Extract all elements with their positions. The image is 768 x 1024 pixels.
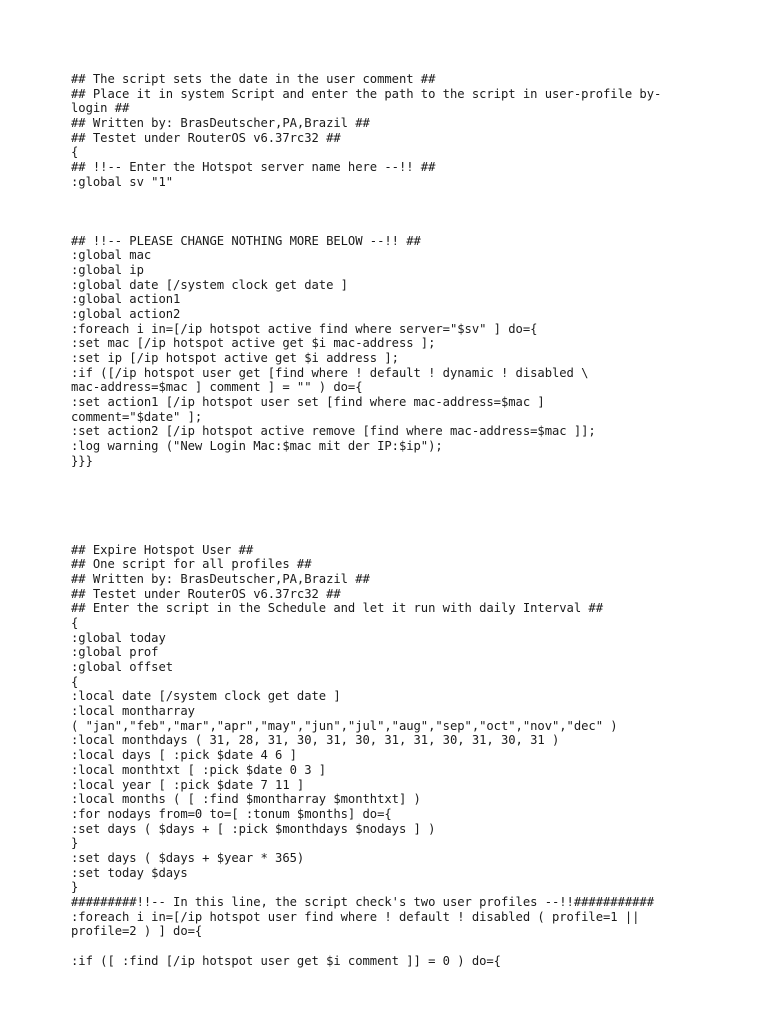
code-line: { (71, 615, 79, 630)
code-line: :local days [ :pick $date 4 6 ] (71, 748, 297, 763)
document-page (71, 72, 761, 968)
code-line: ( "jan","feb","mar","apr","may","jun","jul","aug","sep","oct","nov","dec" ) (71, 718, 618, 733)
code-line: :set today $days (71, 865, 188, 880)
code-line: :global sv "1" (71, 174, 174, 189)
code-line: :set action2 [/ip hotspot active remove [find where mac-address=$mac ]]; (71, 424, 596, 439)
spacer (71, 190, 761, 234)
code-line: :global mac (71, 248, 152, 263)
code-line: ## Written by: BrasDeutscher,PA,Brazil ## (71, 116, 370, 131)
code-line: :local months ( [ :find $montharray $monthtxt] ) (71, 792, 421, 807)
code-line: ## One script for all profiles ## (71, 557, 312, 572)
code-line: ## Written by: BrasDeutscher,PA,Brazil ## (71, 571, 370, 586)
code-line: }}} (71, 453, 93, 468)
code-line: ## Enter the script in the Schedule and let it run with daily Interval ## (71, 601, 603, 616)
code-line: :global date [/system clock get date ] (71, 277, 348, 292)
code-line: { (71, 145, 79, 160)
code-line: ## Place it in system Script and enter the path to the script in user-profile by- (71, 86, 662, 101)
expire-hotspot-user-script (71, 543, 761, 969)
code-line: :global prof (71, 645, 159, 660)
code-line: ## !!-- Enter the Hotspot server name here --!! ## (71, 160, 436, 175)
code-line: :local monthdays ( 31, 28, 31, 30, 31, 30, 31, 31, 30, 31, 30, 31 ) (71, 733, 560, 748)
code-line: :if ([ :find [/ip hotspot user get $i comment ]] = 0 ) do={ (71, 953, 501, 968)
code-line: profile=2 ) ] do={ (71, 924, 203, 939)
code-line: :for nodays from=0 to=[ :tonum $months] do={ (71, 806, 392, 821)
code-line: :global offset (71, 660, 174, 674)
code-line: :local year [ :pick $date 7 11 ] (71, 777, 305, 792)
hotspot-login-script (71, 72, 761, 190)
code-line (71, 939, 761, 954)
code-line: ## !!-- PLEASE CHANGE NOTHING MORE BELOW --!! ## (71, 233, 421, 248)
code-line: :foreach i in=[/ip hotspot user find where ! default ! disabled ( profile=1 || (71, 909, 640, 924)
code-line: :foreach i in=[/ip hotspot active find where server="$sv" ] do={ (71, 321, 538, 336)
code-line: :local date [/system clock get date ] (71, 689, 341, 704)
code-line: } (71, 836, 79, 851)
code-line: ## The script sets the date in the user comment ## (71, 72, 436, 86)
code-line: } (71, 880, 79, 895)
code-line: login ## (71, 101, 130, 116)
hotspot-login-script-body (71, 234, 761, 469)
code-line: :local monthtxt [ :pick $date 0 3 ] (71, 762, 327, 777)
code-line: #########!!-- In this line, the script check's two user profiles --!!########### (71, 895, 655, 909)
spacer (71, 469, 761, 543)
code-line: :log warning ("New Login Mac:$mac mit der IP:$ip"); (71, 439, 443, 454)
code-line: :if ([/ip hotspot user get [find where ! default ! dynamic ! disabled \ (71, 365, 589, 380)
code-line: :global ip (71, 262, 144, 277)
code-line: mac-address=$mac ] comment ] = "" ) do={ (71, 380, 363, 395)
code-line: :local montharray (71, 704, 195, 719)
code-line: comment="$date" ]; (71, 409, 203, 424)
code-line: { (71, 674, 79, 689)
code-line: :set days ( $days + [ :pick $monthdays $nodays ] ) (71, 821, 436, 836)
code-line: ## Expire Hotspot User ## (71, 542, 254, 557)
code-line: :global action1 (71, 292, 181, 307)
code-line: :global action2 (71, 306, 181, 321)
code-line: ## Testet under RouterOS v6.37rc32 ## (71, 130, 341, 145)
code-line: :set ip [/ip hotspot active get $i address ]; (71, 351, 399, 365)
code-line: :set action1 [/ip hotspot user set [find where mac-address=$mac ] (71, 395, 545, 410)
code-line: :global today (71, 630, 166, 645)
code-line: ## Testet under RouterOS v6.37rc32 ## (71, 586, 341, 601)
code-line: :set days ( $days + $year * 365) (71, 850, 305, 865)
code-line: :set mac [/ip hotspot active get $i mac-address ]; (71, 336, 436, 351)
